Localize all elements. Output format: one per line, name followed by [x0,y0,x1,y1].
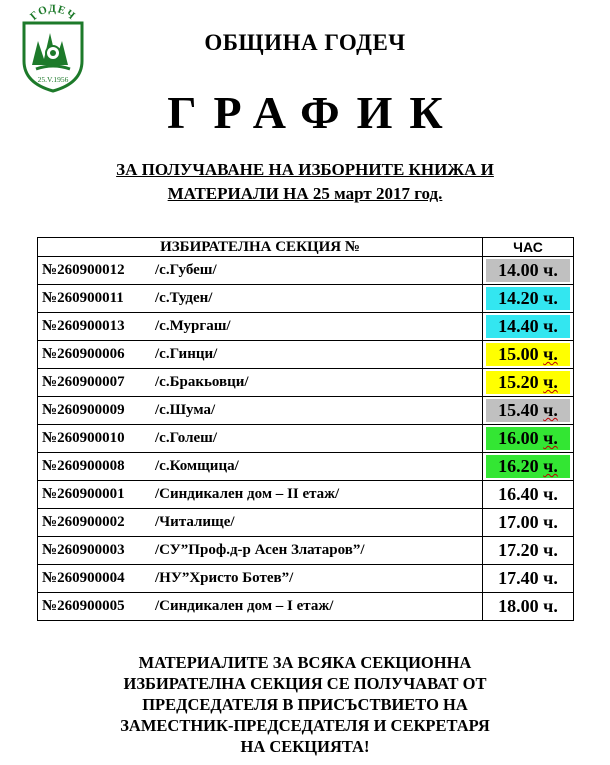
section-place: /с.Мургаш/ [155,318,231,334]
section-place: /с.Губеш/ [155,262,217,278]
time-value: 15.00 [498,344,539,364]
section-place: /с.Шума/ [155,402,216,418]
time-unit: ч. [543,288,558,308]
table-row [38,509,574,537]
time-value-box [486,511,570,534]
time-value-box [486,567,570,590]
time-value: 15.40 [498,400,539,420]
table-header-row [38,238,574,257]
time-value-box [486,595,570,618]
table-row [38,425,574,453]
time-cell [483,425,574,453]
time-value: 14.00 [498,260,539,280]
section-cell [38,593,483,621]
time-unit: ч. [543,568,558,588]
time-unit: ч. [543,260,558,280]
time-value: 17.00 [498,512,539,532]
document-title: ГРАФИК [167,87,460,138]
table-row [38,397,574,425]
table-row [38,481,574,509]
section-number: №260900010 [42,430,125,446]
time-value: 18.00 [498,596,539,616]
schedule-body [38,257,574,621]
section-place: /с.Гинци/ [155,346,218,362]
section-cell [38,453,483,481]
time-value: 14.40 [498,316,539,336]
section-number: №260900003 [42,542,125,558]
schedule-table [37,237,574,621]
section-cell [38,481,483,509]
time-unit: ч. [543,456,558,476]
time-unit: ч. [543,316,558,336]
section-number: №260900005 [42,598,125,614]
section-place: /НУ”Христо Ботев”/ [155,570,294,586]
section-place: /Читалище/ [155,514,235,530]
time-value: 14.20 [498,288,539,308]
time-cell [483,481,574,509]
organization-name: ОБЩИНА ГОДЕЧ [204,30,406,55]
time-value-box [486,483,570,506]
section-number: №260900001 [42,486,125,502]
section-cell [38,425,483,453]
time-value: 16.40 [498,484,539,504]
time-value-box [486,343,570,366]
time-cell [483,285,574,313]
time-cell [483,313,574,341]
time-unit: ч. [543,540,558,560]
time-value-box [486,371,570,394]
time-value-box [486,455,570,478]
section-cell [38,341,483,369]
time-value-box [486,427,570,450]
section-cell [38,285,483,313]
section-cell [38,509,483,537]
section-cell [38,565,483,593]
time-value-box [486,259,570,282]
section-number: №260900007 [42,374,125,390]
time-cell [483,509,574,537]
section-place: /Синдикален дом – I етаж/ [155,598,334,614]
section-number: №260900013 [42,318,125,334]
time-value: 16.20 [498,456,539,476]
time-unit: ч. [543,512,558,532]
section-cell [38,369,483,397]
table-row [38,341,574,369]
section-number: №260900012 [42,262,125,278]
table-row [38,257,574,285]
time-value-box [486,315,570,338]
time-unit: ч. [543,596,558,616]
table-row [38,369,574,397]
time-value-box [486,287,570,310]
time-unit: ч. [543,400,558,420]
table-row [38,593,574,621]
footer-line-1: МАТЕРИАЛИТЕ ЗА ВСЯКА СЕКЦИОННА [138,653,472,672]
table-row [38,453,574,481]
section-place: /с.Комщица/ [155,458,239,474]
logo-top-text: ГОДЕЧ [28,3,78,23]
section-number: №260900009 [42,402,125,418]
section-place: /СУ”Проф.д-р Асен Златаров”/ [155,542,365,558]
section-number: №260900011 [42,290,124,306]
section-place: /с.Голеш/ [155,430,218,446]
time-cell [483,369,574,397]
time-value: 17.40 [498,568,539,588]
time-unit: ч. [543,372,558,392]
section-number: №260900002 [42,514,125,530]
section-cell [38,537,483,565]
time-value: 15.20 [498,372,539,392]
section-cell [38,397,483,425]
table-row [38,537,574,565]
time-unit: ч. [543,484,558,504]
svg-text:ГОДЕЧ [28,3,78,23]
table-row [38,565,574,593]
subtitle-line-1: ЗА ПОЛУЧАВАНЕ НА ИЗБОРНИТЕ КНИЖА И [116,160,494,179]
time-value-box [486,539,570,562]
column-header-time: ЧАС [483,238,574,257]
section-number: №260900008 [42,458,125,474]
table-row [38,313,574,341]
time-cell [483,341,574,369]
time-value: 16.00 [498,428,539,448]
footer-line-5: НА СЕКЦИЯТА! [240,737,370,756]
time-cell [483,453,574,481]
section-place: /с.Бракьовци/ [155,374,249,390]
section-place: /Синдикален дом – II етаж/ [155,486,340,502]
time-value-box [486,399,570,422]
section-place: /с.Туден/ [155,290,213,306]
time-cell [483,593,574,621]
time-cell [483,537,574,565]
section-cell [38,257,483,285]
time-cell [483,257,574,285]
section-cell [38,313,483,341]
section-number: №260900004 [42,570,125,586]
footer-line-4: ЗАМЕСТНИК-ПРЕДСЕДАТЕЛЯ И СЕКРЕТАРЯ [120,716,490,735]
time-cell [483,397,574,425]
subtitle-line-2: МАТЕРИАЛИ НА 25 март 2017 год. [167,184,443,203]
time-value: 17.20 [498,540,539,560]
column-header-section: ИЗБИРАТЕЛНА СЕКЦИЯ № [38,238,483,257]
logo-bottom-text: 25.V.1956 [37,75,69,84]
footer-note [0,652,610,757]
time-unit: ч. [543,428,558,448]
table-row [38,285,574,313]
footer-line-2: ИЗБИРАТЕЛНА СЕКЦИЯ СЕ ПОЛУЧАВАТ ОТ [123,674,487,693]
footer-line-3: ПРЕДСЕДАТЕЛЯ В ПРИСЪСТВИЕТО НА [142,695,468,714]
section-number: №260900006 [42,346,125,362]
time-unit: ч. [543,344,558,364]
time-cell [483,565,574,593]
